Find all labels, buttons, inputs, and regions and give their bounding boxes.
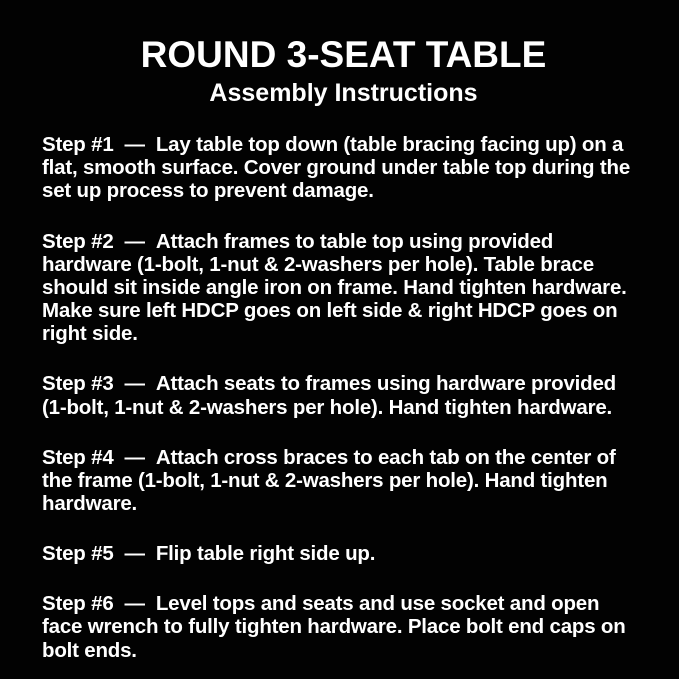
step-label: Step #6 — [42, 592, 114, 616]
step-separator: — — [124, 133, 145, 157]
step-text: Attach cross braces to each tab on the center of the frame (1-bolt, 1-nut & 2-washers per hole). Hand tighten hardware. — [42, 445, 616, 515]
step-separator: — — [124, 372, 145, 396]
step-label: Step #3 — [42, 372, 114, 396]
step-text: Flip table right side up. — [155, 542, 376, 566]
step-item-2 — [42, 230, 645, 346]
step-separator: — — [124, 592, 145, 616]
step-separator: — — [124, 445, 145, 469]
page-title: ROUND 3-SEAT TABLE — [140, 34, 547, 75]
step-separator: — — [124, 542, 145, 566]
step-text: Attach seats to frames using hardware provided (1-bolt, 1-nut & 2-washers per hole). Hand tighten hardware. — [42, 372, 616, 419]
step-text: Lay table top down (table bracing facing up) on a flat, smooth surface. Cover ground under table top during the set up process to prevent damage. — [42, 133, 631, 203]
steps-list — [42, 133, 645, 662]
step-text: Attach frames to table top using provided hardware (1-bolt, 1-nut & 2-washers per hole). Table brace should sit inside angle iron on frame. Hand tighten hardware. Make sure left HDCP goes on left side & right HDCP goes on right side. — [42, 229, 627, 346]
step-separator: — — [124, 229, 145, 253]
step-item-5 — [42, 542, 645, 565]
step-item-4 — [42, 446, 645, 515]
page-subtitle: Assembly Instructions — [209, 78, 478, 107]
step-label: Step #1 — [42, 133, 114, 157]
step-item-3 — [42, 372, 645, 418]
step-item-6 — [42, 592, 645, 661]
step-label: Step #4 — [42, 445, 114, 469]
step-label: Step #2 — [42, 229, 114, 253]
step-text: Level tops and seats and use socket and open face wrench to fully tighten hardware. Place bolt end caps on bolt ends. — [42, 592, 626, 662]
step-item-1 — [42, 133, 645, 202]
step-label: Step #5 — [42, 542, 114, 566]
